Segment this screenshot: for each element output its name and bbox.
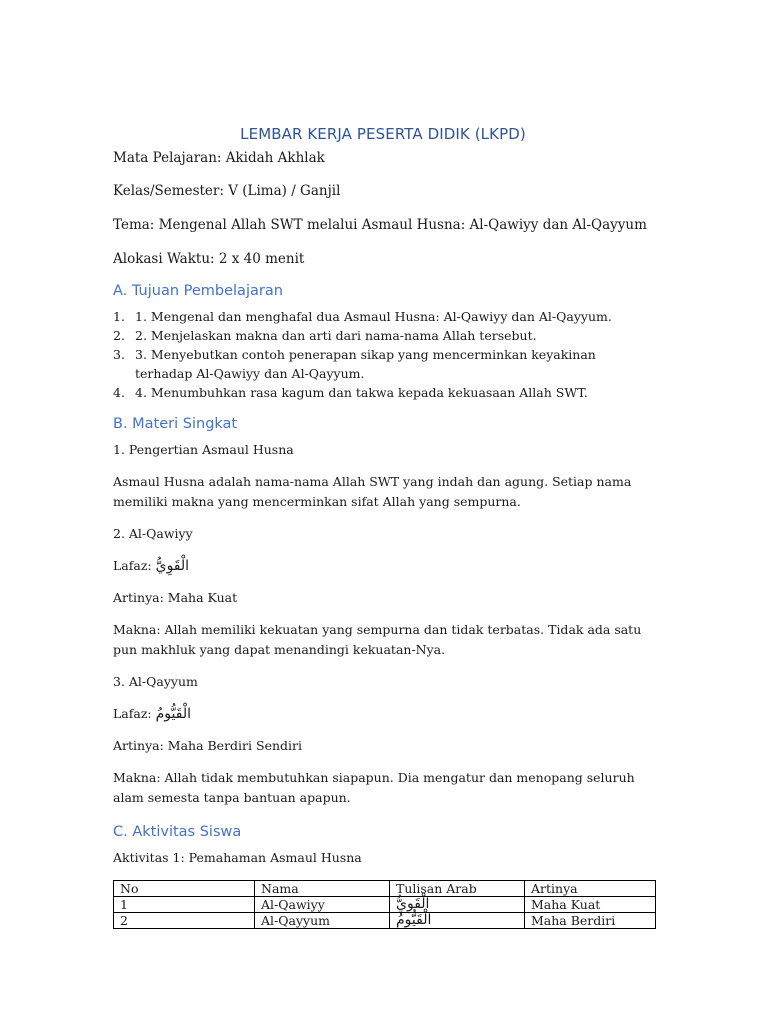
table-cell: Al-Qayyum: [255, 913, 390, 929]
paragraph: Asmaul Husna adalah nama-nama Allah SWT yang indah dan agung. Setiap nama memiliki makna yang mencerminkan sifat Allah yang sempurna.: [113, 474, 632, 509]
table-row: [114, 897, 656, 913]
table-header: Tulisan Arab: [390, 881, 525, 897]
paragraph: 3. Al-Qayyum: [113, 674, 198, 689]
lafaz-line: Lafaz: الْقَوِيُّ: [113, 558, 190, 574]
table-cell: Al-Qawiyy: [255, 897, 390, 913]
paragraph: Makna: Allah tidak membutuhkan siapapun. Dia mengatur dan menopang seluruh alam semesta tanpa bantuan apapun.: [113, 770, 635, 805]
paragraph: 2. Al-Qawiyy: [113, 526, 193, 541]
list-item: 3. 3. Menyebutkan contoh penerapan sikap yang mencerminkan keyakinan terhadap Al-Qawiyy dan Al-Qayyum.: [113, 347, 596, 381]
paragraph: 1. Pengertian Asmaul Husna: [113, 442, 294, 457]
table-cell: Maha Kuat: [525, 897, 656, 913]
activity-table: [113, 880, 656, 929]
table-cell: 1: [114, 897, 255, 913]
section-a-heading: A. Tujuan Pembelajaran: [113, 283, 283, 299]
list-item: 4. 4. Menumbuhkan rasa kagum dan takwa kepada kekuasaan Allah SWT.: [113, 385, 588, 400]
paragraph: Makna: Allah memiliki kekuatan yang sempurna dan tidak terbatas. Tidak ada satu pun makhluk yang dapat menandingi kekuatan-Nya.: [113, 622, 642, 657]
table-header: No: [114, 881, 255, 897]
arabic-text: الْقَوِيُّ: [155, 558, 190, 574]
paragraph: Artinya: Maha Berdiri Sendiri: [113, 738, 302, 753]
section-b-heading: B. Materi Singkat: [113, 416, 238, 432]
table-cell: Maha Berdiri: [525, 913, 656, 929]
meta-time: Alokasi Waktu: 2 x 40 menit: [113, 251, 305, 267]
table-cell: الْقَوِيُّ: [390, 897, 525, 913]
document-title: LEMBAR KERJA PESERTA DIDIK (LKPD): [240, 125, 526, 143]
table-header-row: [114, 881, 656, 897]
meta-theme: Tema: Mengenal Allah SWT melalui Asmaul Husna: Al-Qawiyy dan Al-Qayyum: [113, 217, 647, 233]
table-cell: 2: [114, 913, 255, 929]
lafaz-line: Lafaz: الْقَيُّومُ: [113, 706, 191, 722]
table-row: [114, 913, 656, 929]
arabic-text: الْقَيُّومُ: [155, 706, 191, 722]
objectives-list: [113, 307, 653, 402]
paragraph: Artinya: Maha Kuat: [113, 590, 238, 605]
meta-subject: Mata Pelajaran: Akidah Akhlak: [113, 150, 325, 166]
table-header: Artinya: [525, 881, 656, 897]
list-item: 1. 1. Mengenal dan menghafal dua Asmaul Husna: Al-Qawiyy dan Al-Qayyum.: [113, 309, 612, 324]
list-item: 2. 2. Menjelaskan makna dan arti dari nama-nama Allah tersebut.: [113, 328, 537, 343]
table-cell: الْقَيُّومُ: [390, 913, 525, 929]
document-page: [113, 125, 653, 929]
paragraph: Aktivitas 1: Pemahaman Asmaul Husna: [113, 850, 362, 865]
table-header: Nama: [255, 881, 390, 897]
section-c-heading: C. Aktivitas Siswa: [113, 824, 242, 840]
meta-class: Kelas/Semester: V (Lima) / Ganjil: [113, 183, 341, 199]
